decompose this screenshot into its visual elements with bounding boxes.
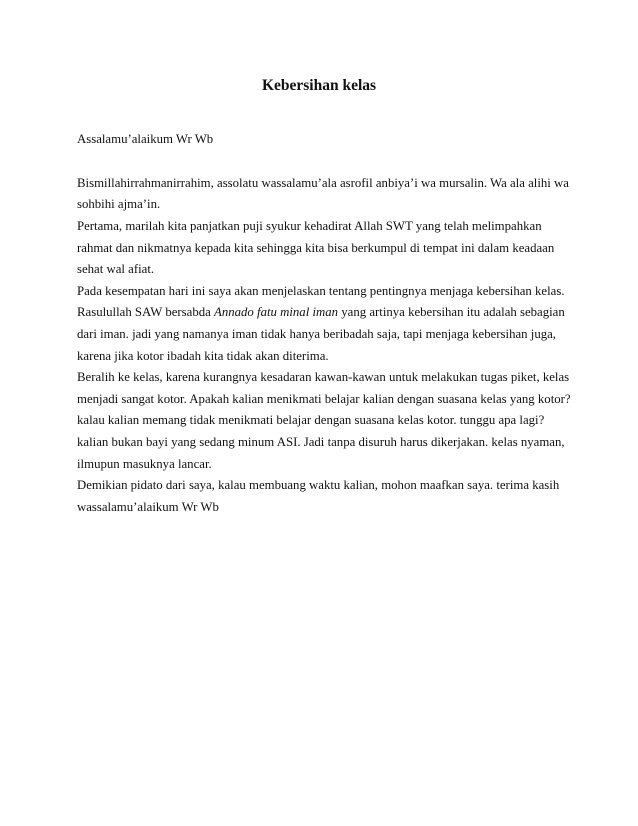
text-line: dari iman. jadi yang namanya iman tidak hanya beribadah saja, tapi menjaga kebersihan juga, xyxy=(77,326,556,341)
text-line: menjadi sangat kotor. Apakah kalian menikmati belajar kalian dengan suasana kelas yang kotor? xyxy=(77,391,571,406)
text-line: sehat wal afiat. xyxy=(77,262,155,277)
hadith-prefix: Rasulullah SAW bersabda xyxy=(77,305,214,320)
text-line: rahmat dan nikmatnya kepada kita sehingga kita bisa berkumpul di tempat ini dalam keadaan xyxy=(77,240,555,255)
text-line: Demikian pidato dari saya, kalau membuang waktu kalian, mohon maafkan saya. terima kasih xyxy=(77,478,560,493)
text-line: Pada kesempatan hari ini saya akan menjelaskan tentang pentingnya menjaga kebersihan kelas. xyxy=(77,283,565,298)
text-line: Bismillahirrahmanirrahim, assolatu wassalamu’ala asrofil anbiya’i wa mursalin. Wa ala alihi wa xyxy=(77,175,569,190)
text-line: kalau kalian memang tidak menikmati belajar dengan suasana kelas kotor. tunggu apa lagi? xyxy=(77,413,545,428)
hadith-line xyxy=(77,302,577,324)
hadith-quote: Annado fatu minal iman xyxy=(214,305,339,320)
greeting-line: Assalamu’alaikum Wr Wb xyxy=(77,132,214,146)
closing-line: wassalamu’alaikum Wr Wb xyxy=(77,499,219,514)
document-body xyxy=(77,129,577,518)
text-line: kalian bukan bayi yang sedang minum ASI. Jadi tanpa disuruh harus dikerjakan. kelas nyaman, xyxy=(77,434,565,449)
paragraph-gap xyxy=(77,151,577,173)
document-title: Kebersihan kelas xyxy=(261,77,377,94)
text-line: sohbihi ajma’in. xyxy=(77,197,161,212)
text-line: Pertama, marilah kita panjatkan puji syukur kehadirat Allah SWT yang telah melimpahkan xyxy=(77,218,542,233)
text-line: ilmupun masuknya lancar. xyxy=(77,456,212,471)
hadith-suffix: yang artinya kebersihan itu adalah sebagian xyxy=(338,305,565,320)
text-line: karena jika kotor ibadah kita tidak akan diterima. xyxy=(77,348,329,363)
text-line: Beralih ke kelas, karena kurangnya kesadaran kawan-kawan untuk melakukan tugas piket, kelas xyxy=(77,370,570,385)
